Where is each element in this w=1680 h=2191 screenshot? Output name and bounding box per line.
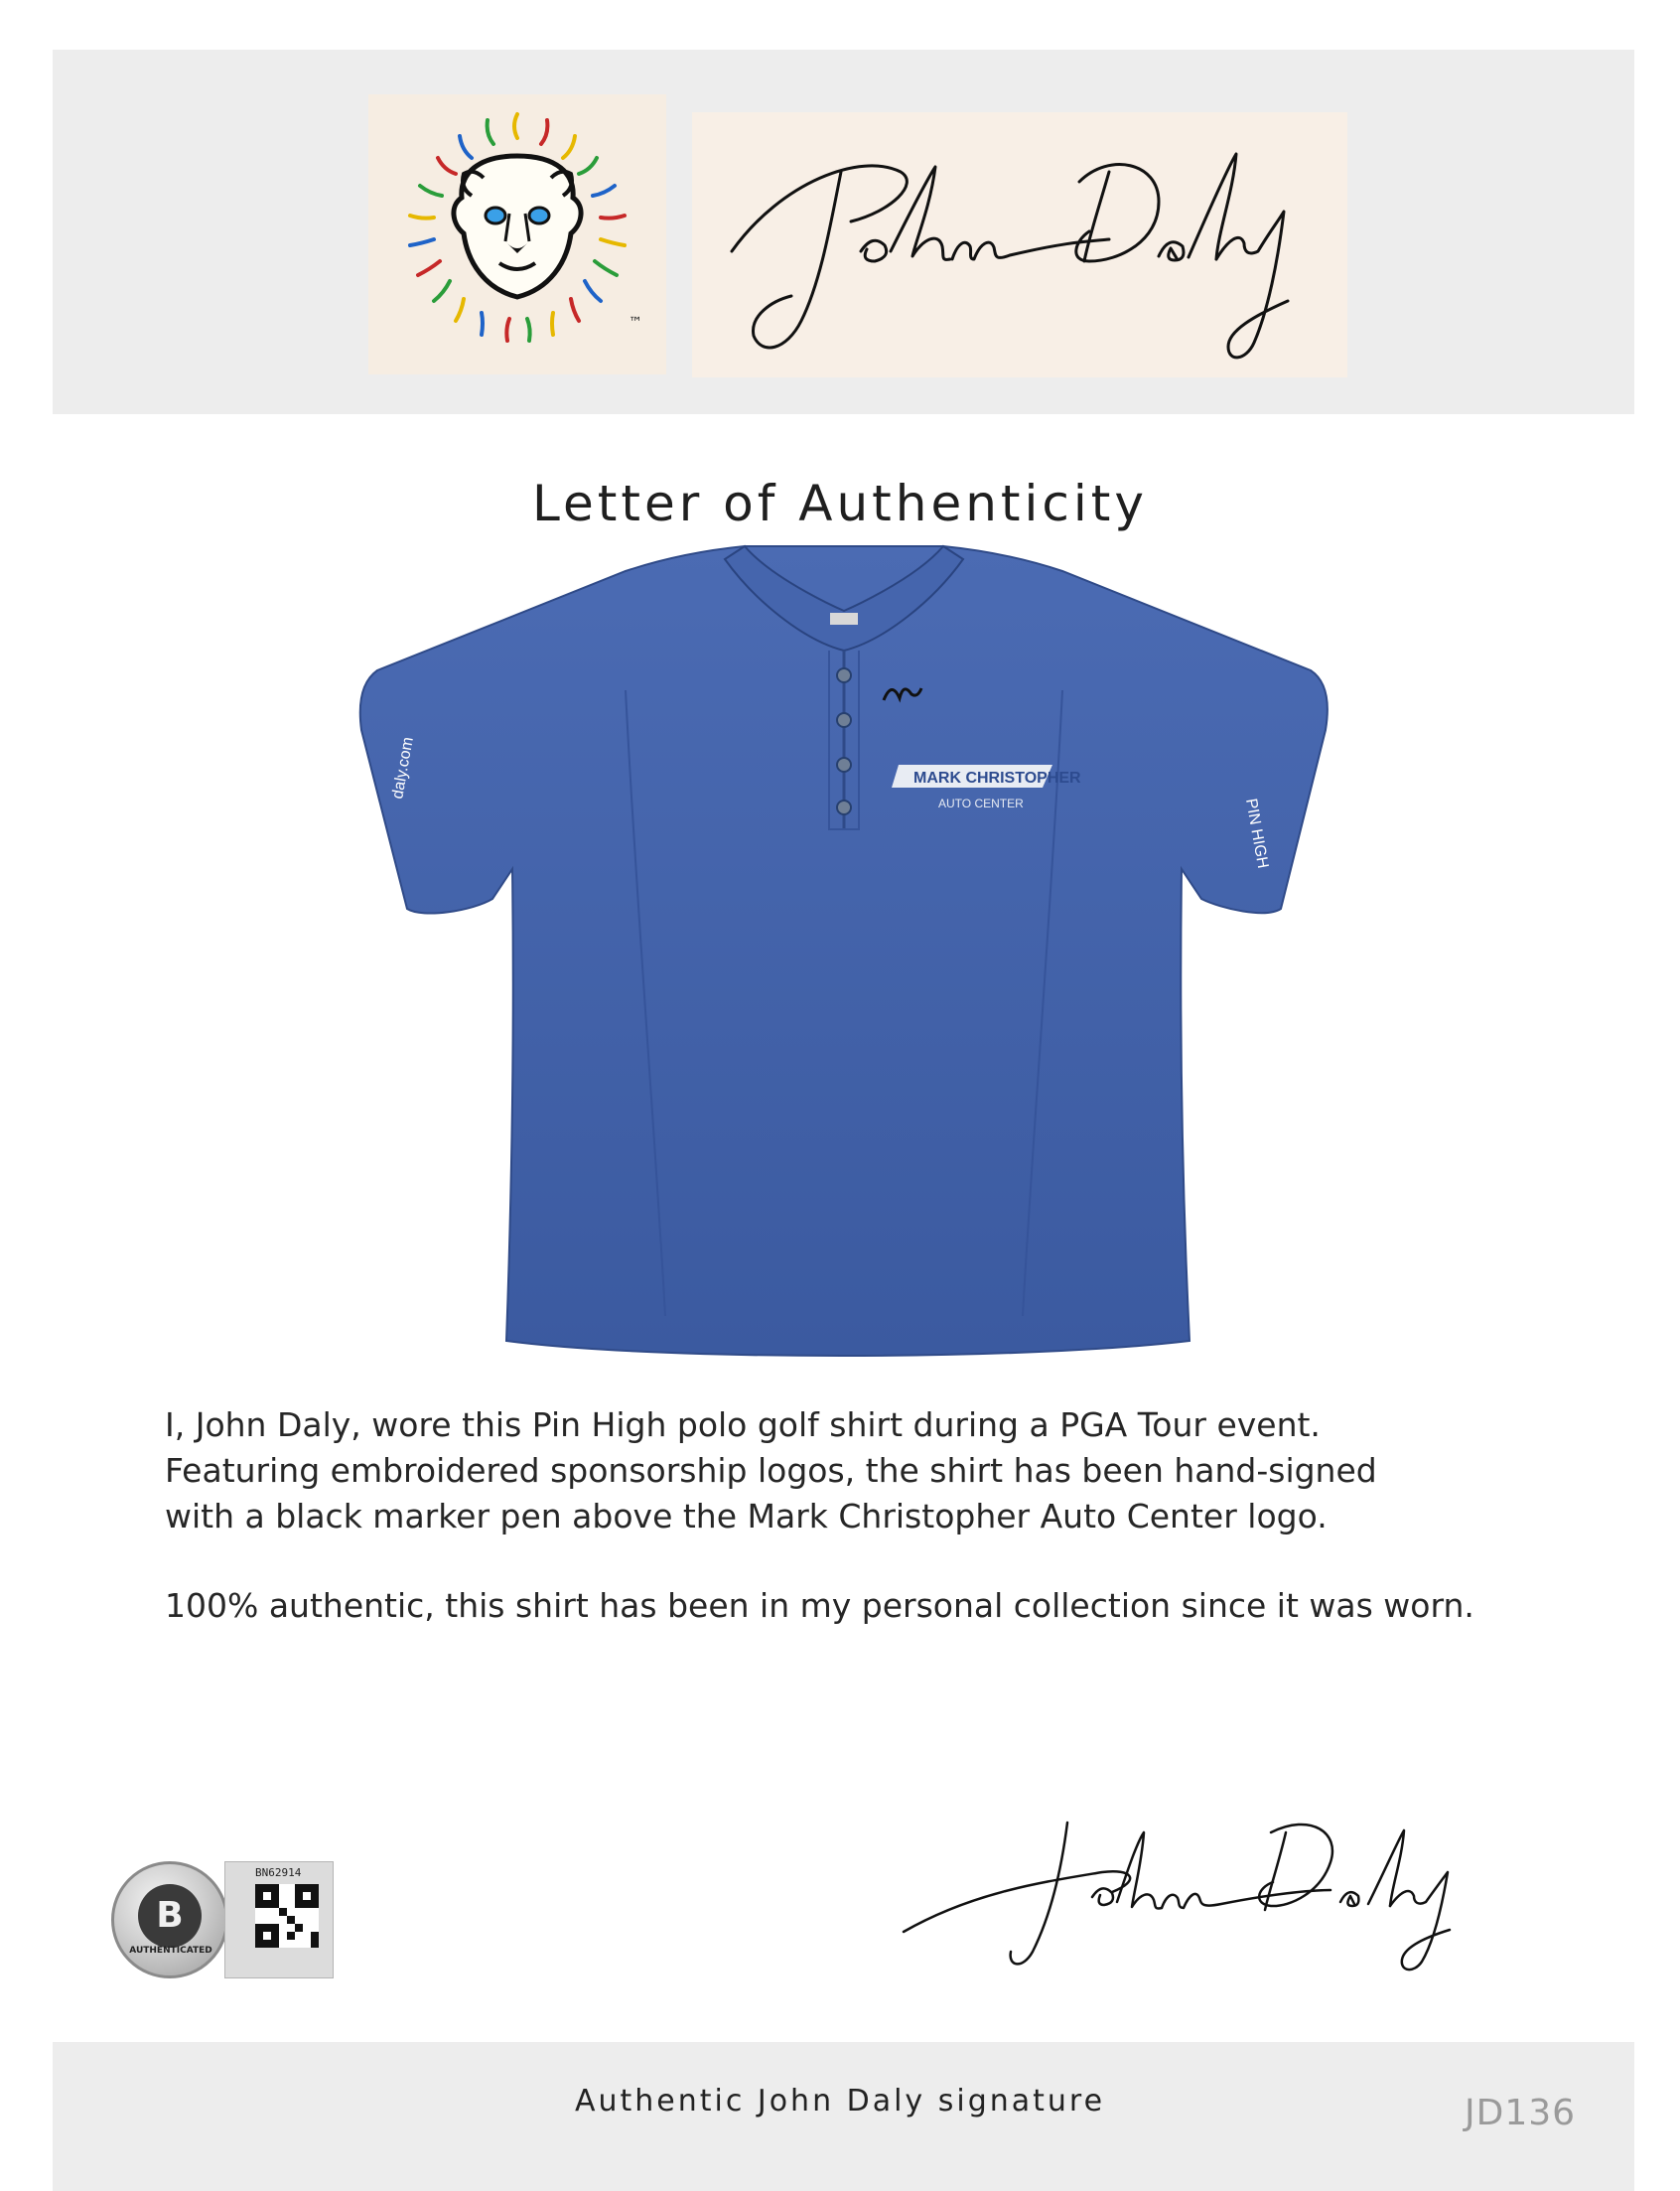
authenticity-statement xyxy=(165,1402,1575,1539)
bottom-signature xyxy=(894,1803,1549,1972)
lion-logo-icon xyxy=(368,94,666,374)
statement-line-2: Featuring embroidered sponsorship logos, the shirt has been hand-signed xyxy=(165,1451,1377,1490)
left-sleeve-text: daly.com xyxy=(389,735,417,801)
right-sleeve-text: PIN HIGH xyxy=(1242,797,1272,870)
shirt-brand-logo-sub: AUTO CENTER xyxy=(938,797,1024,810)
page-title: Letter of Authenticity xyxy=(532,475,1148,532)
authentication-hologram xyxy=(111,1861,228,1978)
trademark-symbol: ™ xyxy=(629,315,642,331)
statement-line-1: I, John Daly, wore this Pin High polo golf shirt during a PGA Tour event. xyxy=(165,1405,1321,1444)
hologram-label: AUTHENTICATED xyxy=(129,1946,212,1956)
header-signature-image xyxy=(692,112,1347,377)
hologram-letter: B xyxy=(138,1884,202,1948)
provenance-statement: 100% authentic, this shirt has been in my personal collection since it was worn. xyxy=(165,1586,1474,1625)
polo-shirt-image xyxy=(328,541,1360,1366)
john-daly-signature-graphic xyxy=(692,112,1347,377)
qr-code-icon xyxy=(255,1884,319,1948)
statement-line-3: with a black marker pen above the Mark Christopher Auto Center logo. xyxy=(165,1497,1328,1535)
shirt-brand-logo: MARK CHRISTOPHER xyxy=(913,770,1081,787)
lion-logo xyxy=(368,94,666,374)
polo-shirt-graphic xyxy=(328,541,1360,1366)
authentication-sticker xyxy=(224,1861,334,1978)
item-code: JD136 xyxy=(1465,2093,1577,2133)
footer-caption: Authentic John Daly signature xyxy=(574,2084,1106,2118)
handwritten-signature-graphic xyxy=(894,1803,1549,1972)
serial-number: BN62914 xyxy=(255,1866,302,1879)
